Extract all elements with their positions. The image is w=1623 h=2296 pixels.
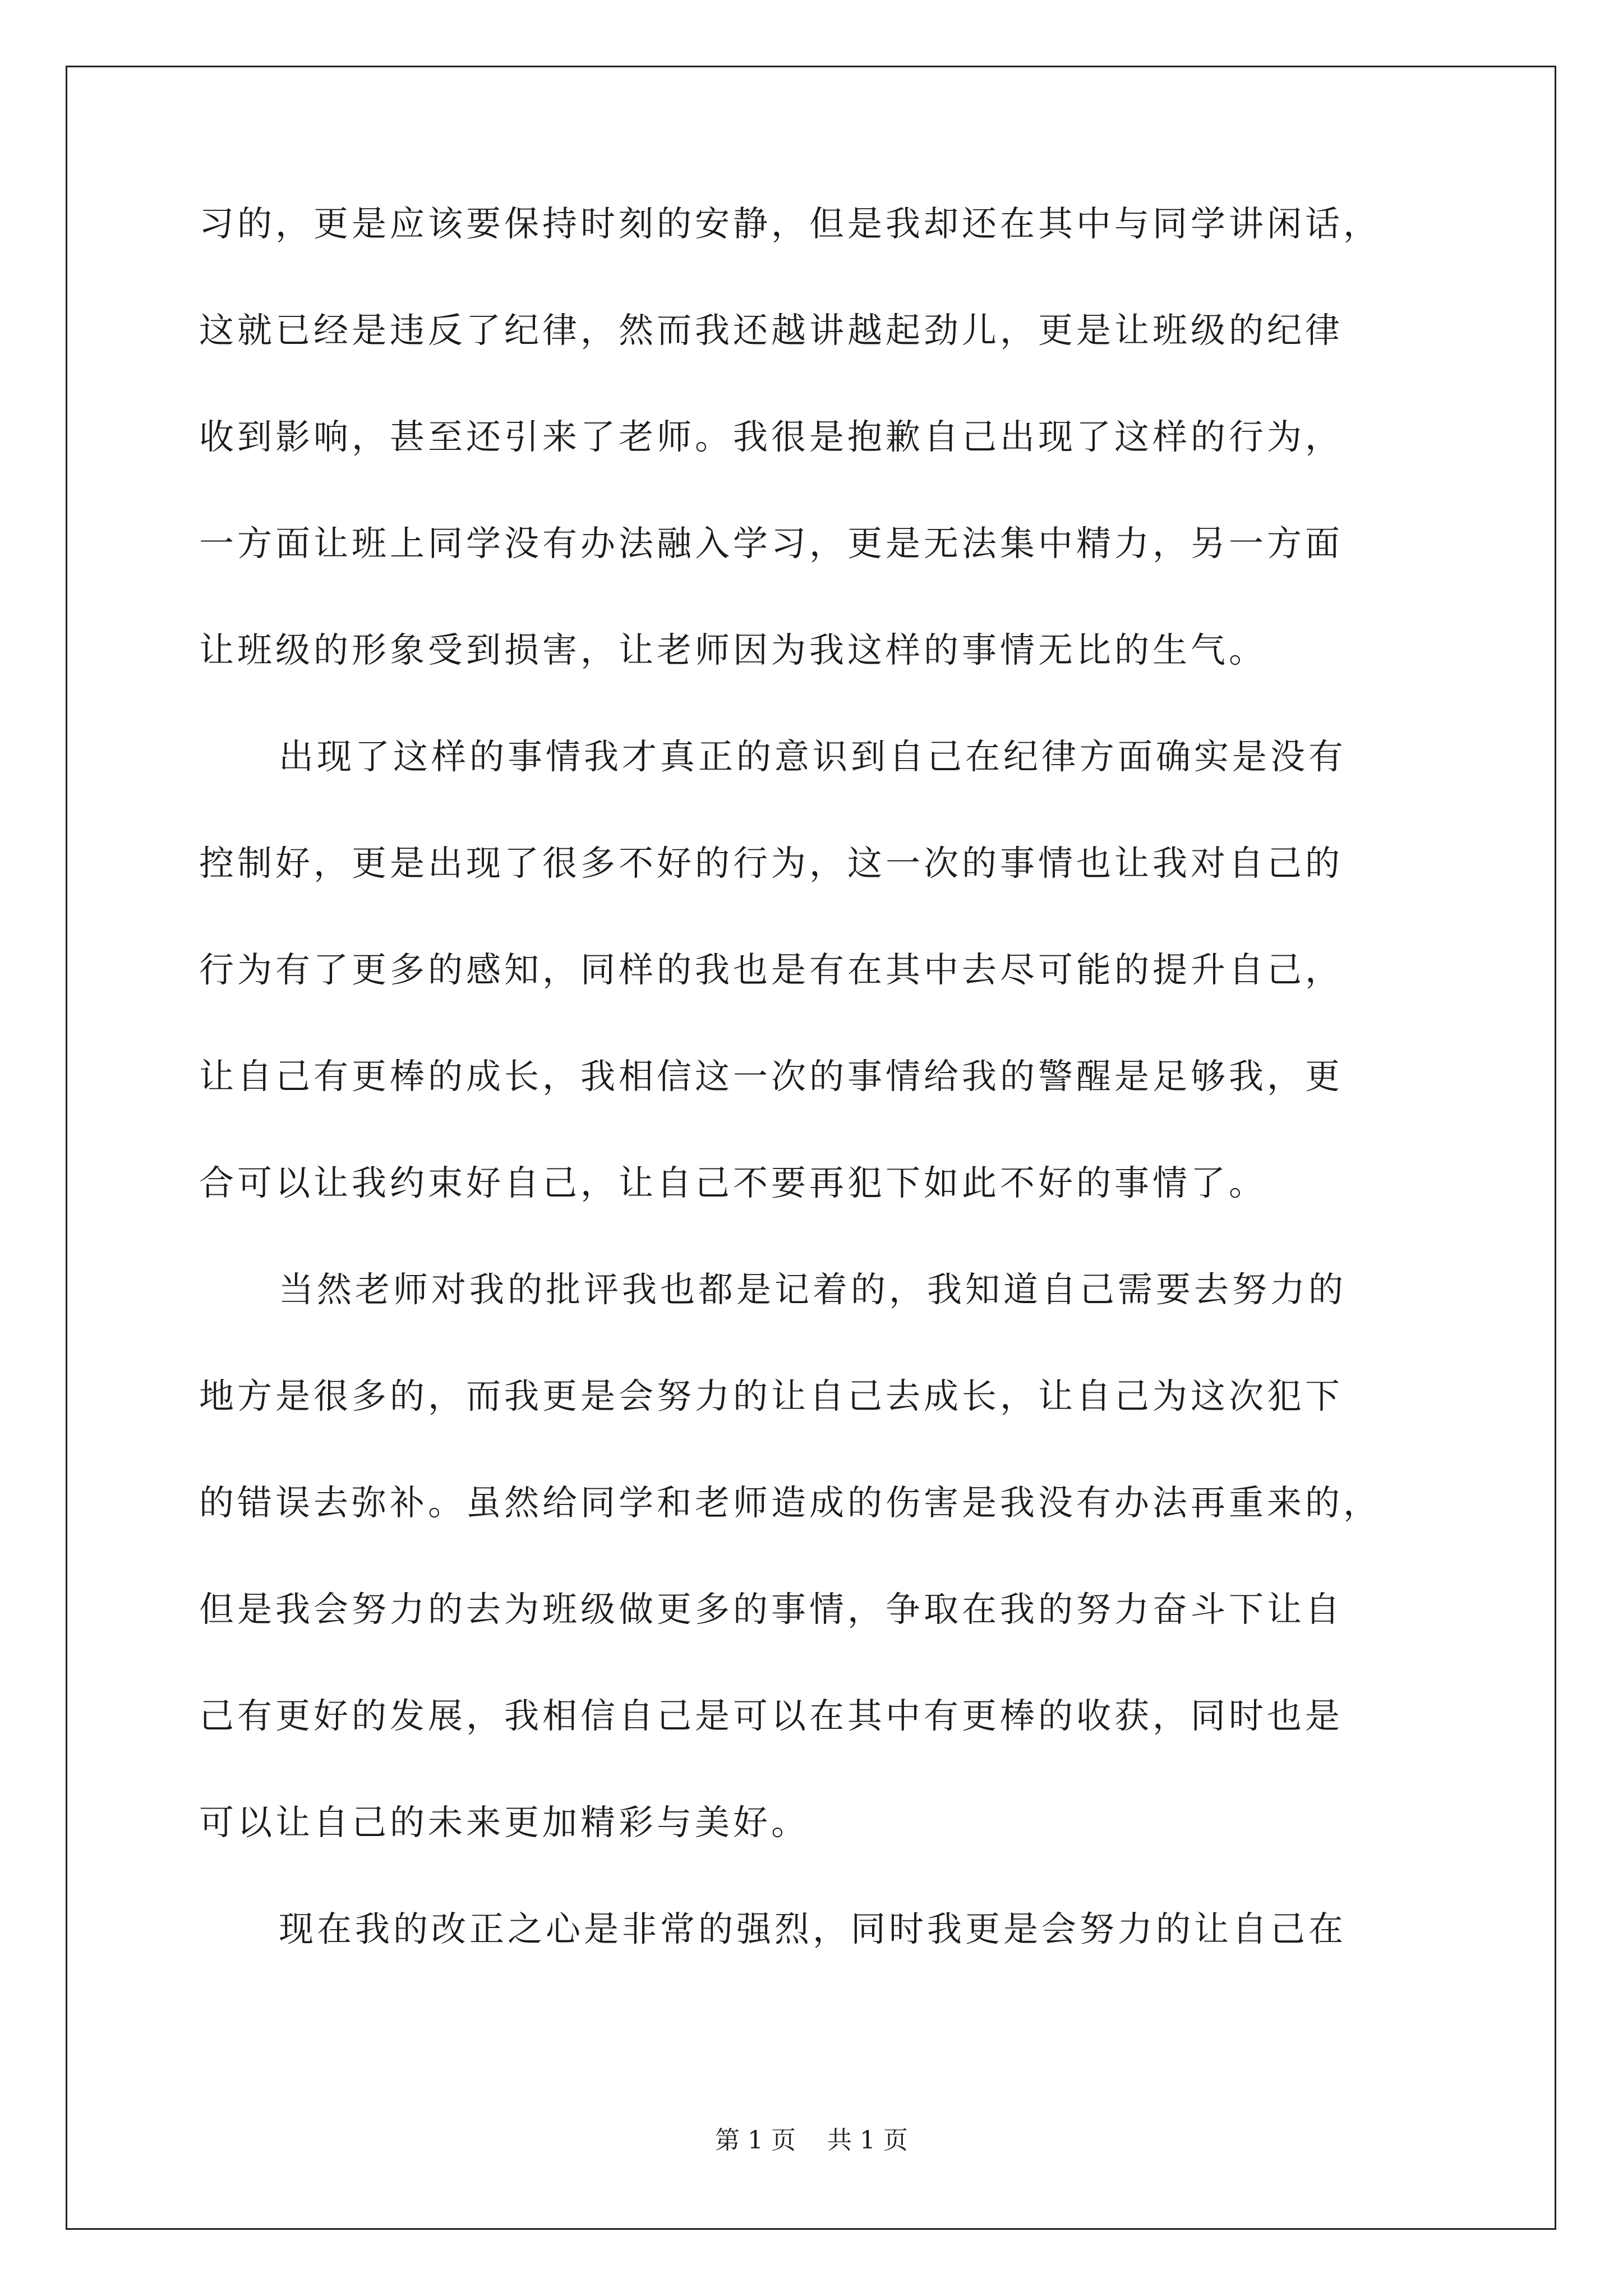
text-line: 让班级的形象受到损害，让老师因为我这样的事情无比的生气。 (199, 629, 1267, 670)
text-line: 的错误去弥补。虽然给同学和老师造成的伤害是我没有办法再重来的， (199, 1482, 1382, 1523)
text-line: 可以让自己的未来更加精彩与美好。 (199, 1802, 810, 1843)
text-line: 但是我会努力的去为班级做更多的事情，争取在我的努力奋斗下让自 (199, 1589, 1344, 1630)
paragraph-first-line: 当然老师对我的批评我也都是记着的，我知道自己需要去努力的 (279, 1269, 1347, 1310)
document-body (199, 202, 1433, 2014)
text-line: 让自己有更棒的成长，我相信这一次的事情给我的警醒是足够我，更 (199, 1056, 1344, 1097)
paragraph-first-line: 现在我的改正之心是非常的强烈，同时我更是会努力的让自己在 (279, 1908, 1347, 1949)
text-line: 控制好，更是出现了很多不好的行为，这一次的事情也让我对自己的 (199, 843, 1344, 884)
text-line: 己有更好的发展，我相信自己是可以在其中有更棒的收获，同时也是 (199, 1695, 1344, 1736)
text-line: 地方是很多的，而我更是会努力的让自己去成长，让自己为这次犯下 (199, 1375, 1344, 1416)
text-line: 一方面让班上同学没有办法融入学习，更是无法集中精力，另一方面 (199, 523, 1344, 564)
page-footer: 第 1 页 共 1 页 (715, 2126, 908, 2155)
text-line: 收到影响，甚至还引来了老师。我很是抱歉自己出现了这样的行为， (199, 416, 1344, 457)
text-line: 合可以让我约束好自己，让自己不要再犯下如此不好的事情了。 (199, 1162, 1267, 1203)
paragraph-first-line: 出现了这样的事情我才真正的意识到自己在纪律方面确实是没有 (279, 736, 1347, 777)
text-line: 这就已经是违反了纪律，然而我还越讲越起劲儿，更是让班级的纪律 (199, 310, 1344, 351)
text-line: 习的，更是应该要保持时刻的安静，但是我却还在其中与同学讲闲话， (199, 203, 1382, 244)
text-line: 行为有了更多的感知，同样的我也是有在其中去尽可能的提升自己， (199, 949, 1344, 990)
